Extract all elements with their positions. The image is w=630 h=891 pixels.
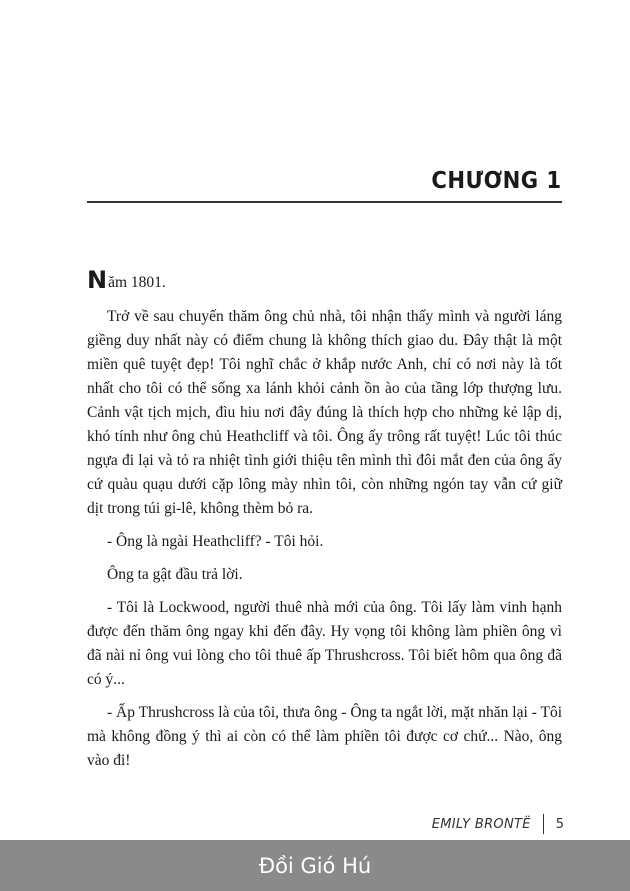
- paragraph: - Tôi là Lockwood, người thuê nhà mới của ông. Tôi lấy làm vinh hạnh được đến thăm ông ngay khi đến đây. Hy vọng tôi không làm phiền ông vì đã nài nỉ ông vui lòng cho tôi thuê ấp Thrushcross. Tôi biết hôm qua ông đã có ý...: [87, 599, 562, 688]
- page-number: 5: [555, 816, 564, 832]
- paragraph: Trở về sau chuyến thăm ông chủ nhà, tôi nhận thấy mình và người láng giềng duy nhất này có điểm chung là không thích giao du. Đây thật là một miền quê tuyệt đẹp! Tôi nghĩ chắc ở khắp nước Anh, chỉ có nơi này là tốt nhất cho tôi có thể sống xa lánh khỏi cảnh ồn ào của tầng lớp thượng lưu. Cảnh vật tịch mịch, đìu hiu nơi đây đúng là thích hợp cho những kẻ lập dị, khó tính như ông chủ Heathcliff và tôi. Ông ấy trông rất tuyệt! Lúc tôi thúc ngựa đi lại và tỏ ra nhiệt tình giới thiệu tên mình thì đôi mắt đen của ông ấy cứ quàu quạu dưới cặp lông mày nhìn tôi, còn những ngón tay vẫn cứ giữ dịt trong túi gi-lê, không thèm bỏ ra.: [87, 308, 562, 517]
- paragraph: - Ấp Thrushcross là của tôi, thưa ông - Ông ta ngắt lời, mặt nhăn lại - Tôi mà không đồng ý thì ai còn có thể làm phiền tôi được cơ chứ... Nào, ông vào đi!: [87, 704, 562, 769]
- opening-line-text: ăm 1801.: [108, 274, 166, 291]
- chapter-rule: [87, 201, 562, 203]
- paragraph: - Ông là ngài Heathcliff? - Tôi hỏi.: [107, 533, 324, 550]
- caption-bar: [0, 840, 630, 891]
- book-title: Đồi Gió Hú: [258, 853, 372, 878]
- chapter-title: CHƯƠNG 1: [431, 168, 562, 194]
- page-footer: [432, 813, 564, 835]
- footer-divider: [543, 814, 544, 834]
- author-name: EMILY BRONTË: [431, 816, 531, 832]
- opening-line: [87, 268, 562, 295]
- drop-cap: N: [87, 266, 108, 294]
- paragraph: Ông ta gật đầu trả lời.: [107, 566, 243, 583]
- body-text: [87, 268, 562, 782]
